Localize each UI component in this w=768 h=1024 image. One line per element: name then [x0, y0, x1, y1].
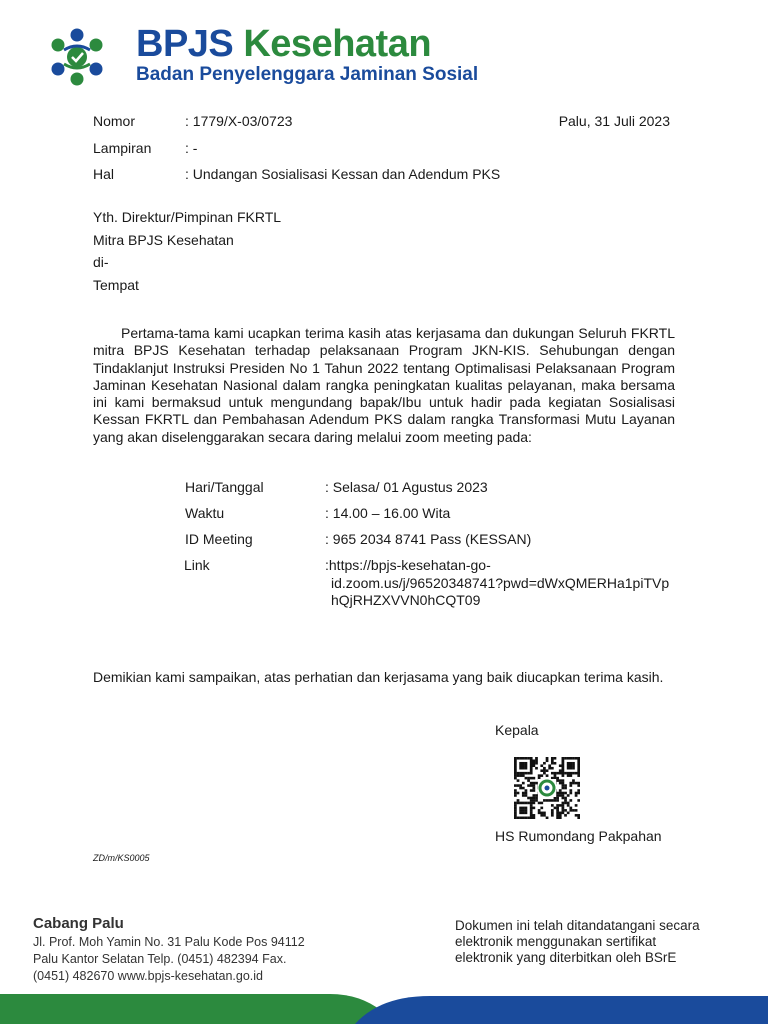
- address-line-2: Palu Kantor Selatan Telp. (0451) 482394 Fax.: [33, 952, 287, 966]
- address-line-3: (0451) 482670 www.bpjs-kesehatan.go.id: [33, 969, 264, 983]
- hari-label: Hari/Tanggal: [185, 479, 264, 495]
- link-label: Link: [184, 557, 210, 573]
- link-line-1: :https://bpjs-kesehatan-go-: [325, 557, 491, 573]
- id-meeting-label: ID Meeting: [185, 531, 253, 547]
- place-date: Palu, 31 Juli 2023: [558, 113, 670, 129]
- id-meeting-value: : 965 2034 8741 Pass (KESSAN): [325, 531, 532, 547]
- recipient-line-3: di-: [93, 254, 109, 270]
- document-code: ZD/m/KS0005: [93, 853, 150, 863]
- hal-value: : Undangan Sosialisasi Kessan dan Adendum PKS: [185, 166, 501, 182]
- brand-name: [136, 22, 431, 66]
- signature-title: Kepala: [495, 722, 539, 738]
- recipient-line-2: Mitra BPJS Kesehatan: [93, 232, 234, 248]
- esign-line-2: elektronik menggunakan sertifikat: [455, 934, 657, 949]
- link-line-3: hQjRHZXVVN0hCQT09: [331, 592, 481, 608]
- link-line-2: id.zoom.us/j/96520348741?pwd=dWxQMERHa1piTVp: [331, 574, 670, 591]
- lampiran-value: : -: [185, 140, 198, 156]
- bpjs-logo-icon: [46, 28, 108, 86]
- closing-text: Demikian kami sampaikan, atas perhatian dan kerjasama yang baik diucapkan terima kasih.: [93, 669, 664, 685]
- recipient-line-4: Tempat: [93, 277, 139, 293]
- recipient-line-1: Yth. Direktur/Pimpinan FKRTL: [93, 209, 282, 225]
- esign-line-3: elektronik yang diterbitkan oleh BSrE: [455, 950, 677, 965]
- hari-value: : Selasa/ 01 Agustus 2023: [325, 479, 488, 495]
- waktu-label: Waktu: [185, 505, 225, 521]
- hal-label: Hal: [93, 166, 115, 182]
- branch-title: Cabang Palu: [33, 915, 124, 932]
- qr-signature-icon: [514, 757, 580, 819]
- esign-line-1: Dokumen ini telah ditandatangani secara: [455, 918, 700, 933]
- footer-wave-band: [0, 990, 768, 1024]
- zoom-link[interactable]: [325, 557, 685, 610]
- address-line-1: Jl. Prof. Moh Yamin No. 31 Palu Kode Pos 94112: [33, 935, 305, 949]
- brand-primary: BPJS: [136, 23, 234, 65]
- lampiran-label: Lampiran: [93, 140, 152, 156]
- waktu-value: : 14.00 – 16.00 Wita: [325, 505, 451, 521]
- body-paragraph: Pertama-tama kami ucapkan terima kasih atas kerjasama dan dukungan Seluruh FKRTL mitra BPJS Kesehatan terhadap pelaksanaan Program JKN-KIS. Sehubungan dengan Tindaklanjut Instruksi Presiden No 1 Tahun 2022 tentang Optimalisasi Pelaksanaan Program Jaminan Kesehatan Nasional dalam rangka peningkatan kualitas pelayanan, maka bersama ini kami bermaksud untuk mengundang bapak/Ibu untuk hadir pada kegiatan Sosialisasi Kessan FKRTL dan Pembahasan Adendum PKS dalam rangka Transformasi Mutu Layanan yang akan diselenggarakan secara daring melalui zoom meeting pada:: [93, 325, 675, 445]
- brand-secondary: Kesehatan: [243, 23, 432, 65]
- nomor-value: : 1779/X-03/0723: [185, 113, 293, 129]
- signatory-name: HS Rumondang Pakpahan: [495, 828, 662, 844]
- brand-subtitle: Badan Penyelenggara Jaminan Sosial: [136, 64, 479, 85]
- nomor-label: Nomor: [93, 113, 136, 129]
